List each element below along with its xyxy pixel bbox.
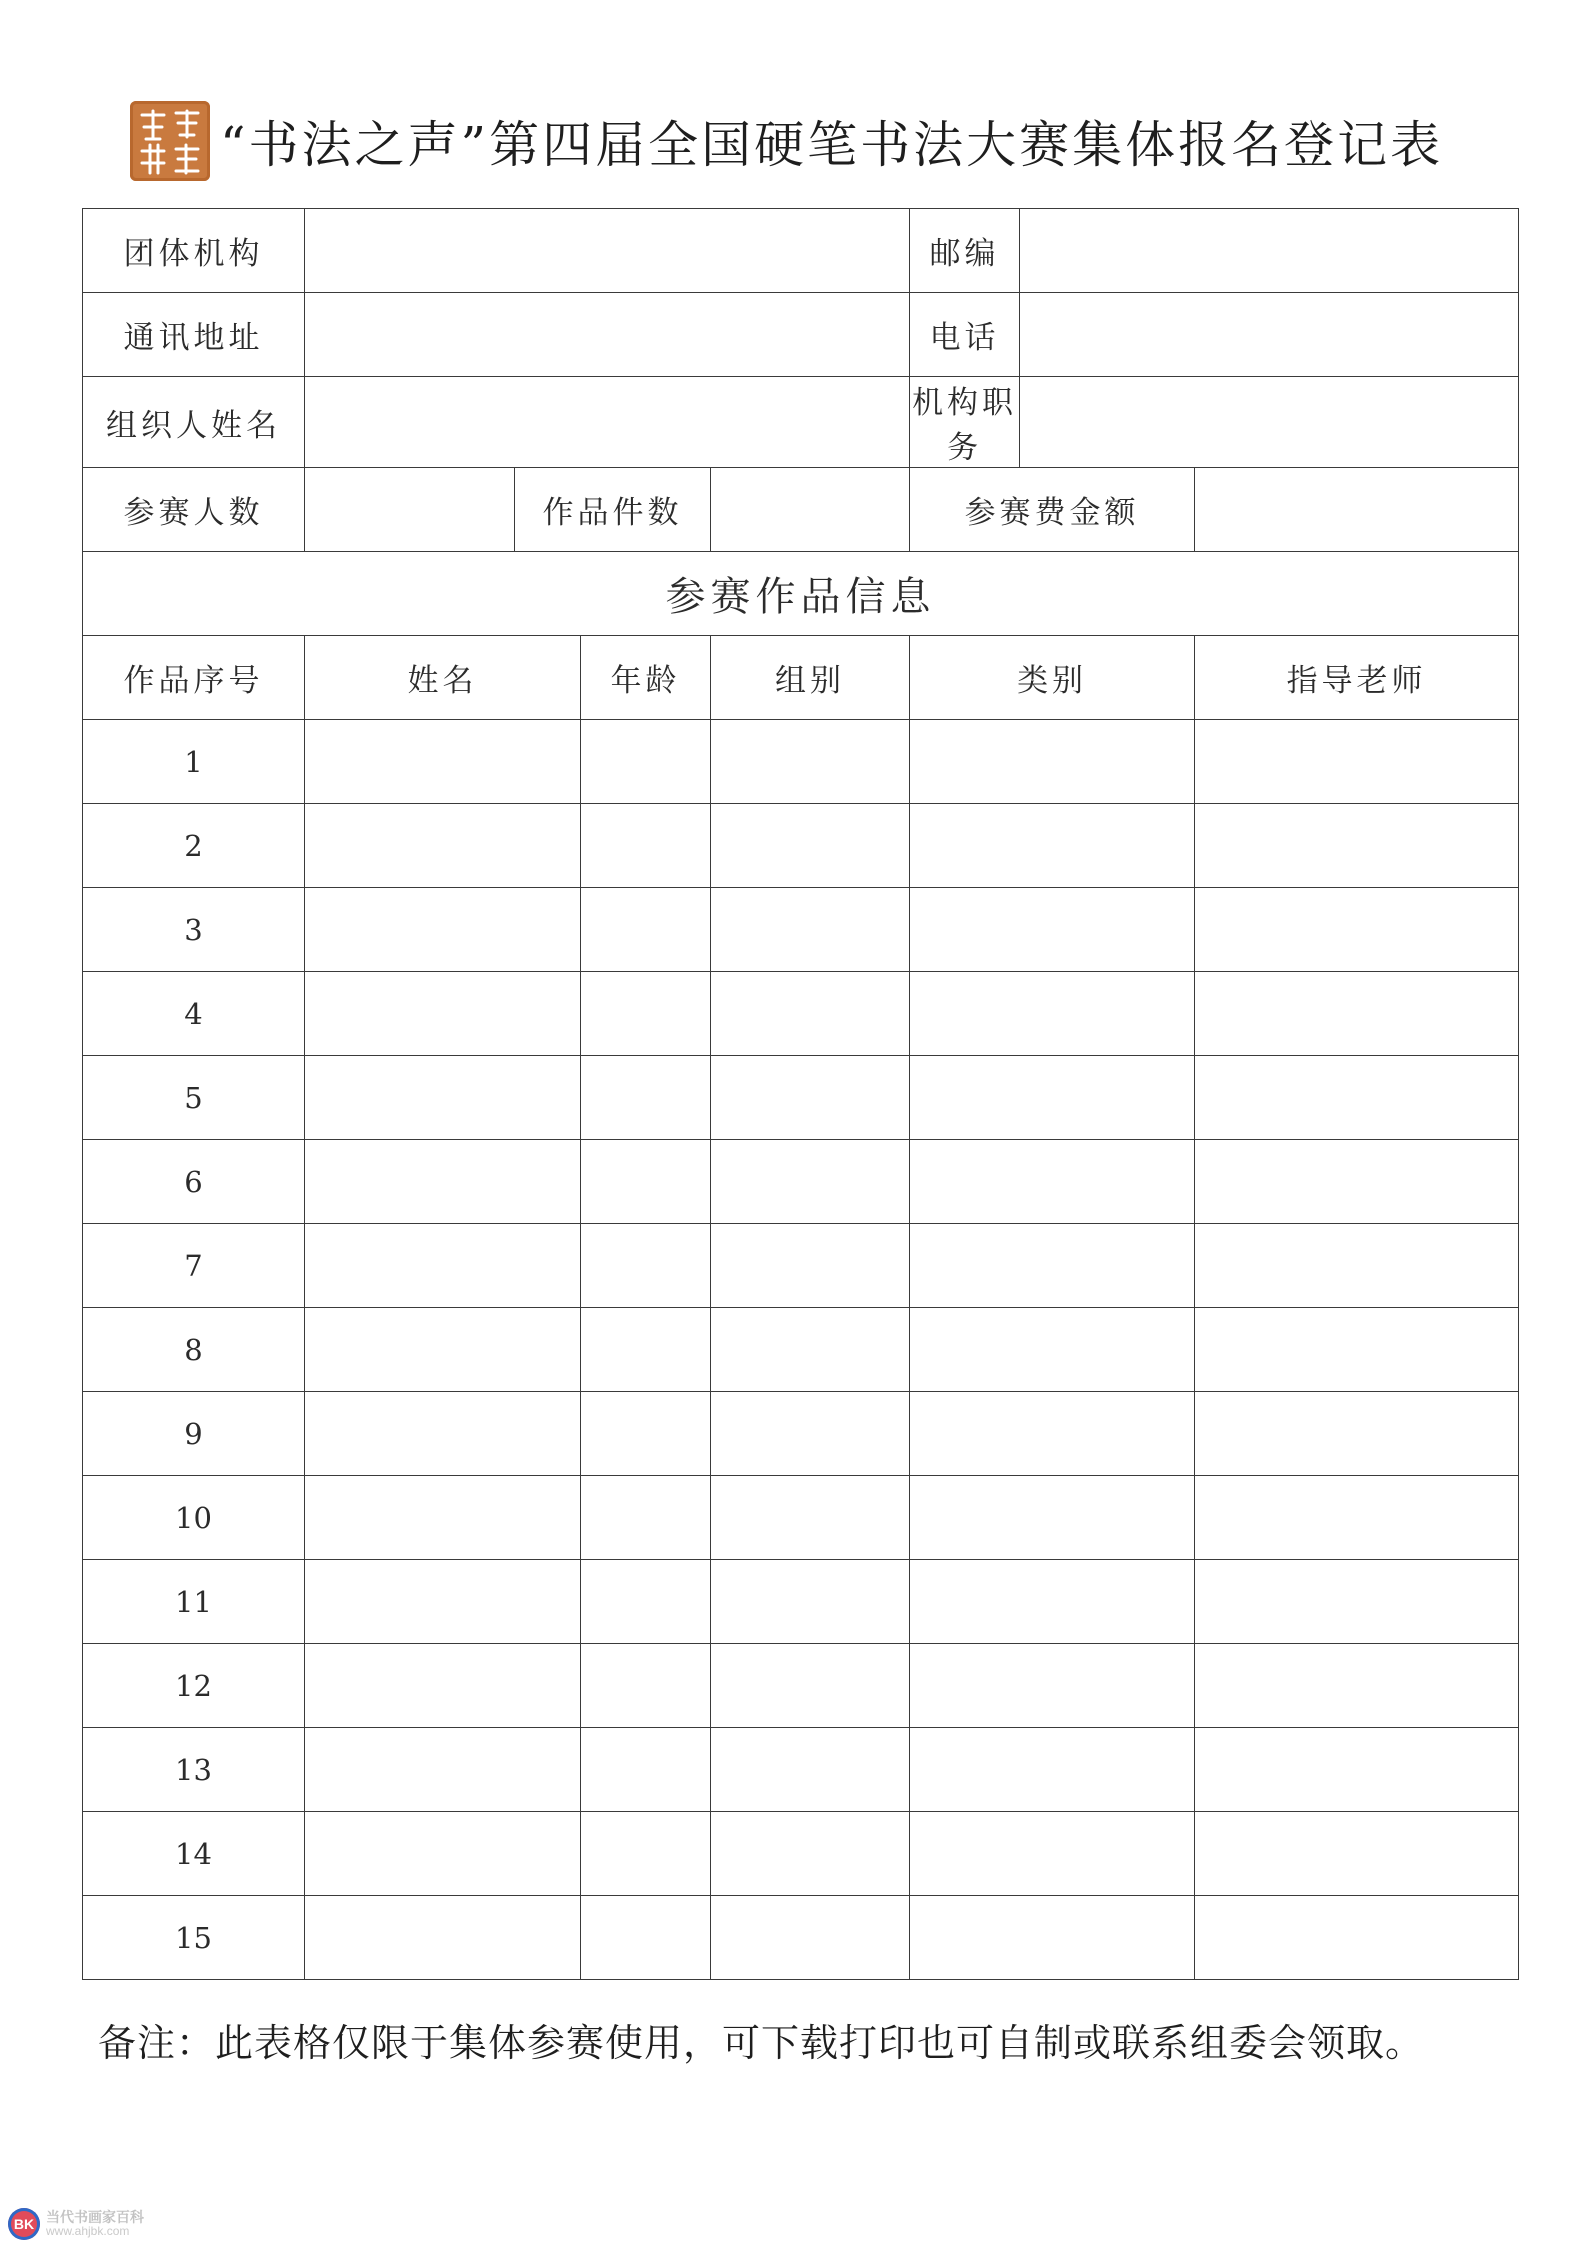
cell-category[interactable]	[910, 1476, 1195, 1560]
cell-name[interactable]	[305, 1644, 581, 1728]
input-position[interactable]	[1020, 377, 1519, 468]
cell-group[interactable]	[711, 972, 910, 1056]
cell-age[interactable]	[581, 1140, 711, 1224]
row-number: 3	[83, 888, 305, 972]
cell-category[interactable]	[910, 1812, 1195, 1896]
cell-group[interactable]	[711, 1224, 910, 1308]
cell-teacher[interactable]	[1195, 720, 1519, 804]
cell-name[interactable]	[305, 1728, 581, 1812]
registration-form	[82, 208, 1519, 1980]
info-row-organizer	[83, 377, 1519, 468]
cell-group[interactable]	[711, 1728, 910, 1812]
input-organizer-name[interactable]	[305, 377, 910, 468]
watermark-name: 当代书画家百科	[46, 2209, 144, 2225]
count-row	[83, 468, 1519, 552]
cell-teacher[interactable]	[1195, 1392, 1519, 1476]
column-header-teacher: 指导老师	[1195, 636, 1519, 720]
cell-age[interactable]	[581, 972, 711, 1056]
cell-category[interactable]	[910, 1644, 1195, 1728]
cell-name[interactable]	[305, 720, 581, 804]
row-number: 9	[83, 1392, 305, 1476]
cell-age[interactable]	[581, 1308, 711, 1392]
column-header-age: 年龄	[581, 636, 711, 720]
cell-name[interactable]	[305, 1140, 581, 1224]
table-row	[83, 1476, 1519, 1560]
table-row	[83, 888, 1519, 972]
cell-category[interactable]	[910, 1140, 1195, 1224]
cell-teacher[interactable]	[1195, 1728, 1519, 1812]
table-row	[83, 1224, 1519, 1308]
table-row	[83, 1896, 1519, 1980]
column-header-group: 组别	[711, 636, 910, 720]
cell-group[interactable]	[711, 1812, 910, 1896]
cell-name[interactable]	[305, 1308, 581, 1392]
cell-name[interactable]	[305, 1896, 581, 1980]
cell-age[interactable]	[581, 1056, 711, 1140]
cell-name[interactable]	[305, 1476, 581, 1560]
cell-group[interactable]	[711, 804, 910, 888]
cell-age[interactable]	[581, 888, 711, 972]
cell-group[interactable]	[711, 1392, 910, 1476]
cell-teacher[interactable]	[1195, 1812, 1519, 1896]
entry-rows	[83, 720, 1519, 1980]
cell-teacher[interactable]	[1195, 888, 1519, 972]
cell-teacher[interactable]	[1195, 972, 1519, 1056]
label-phone: 电话	[910, 293, 1020, 377]
cell-group[interactable]	[711, 1308, 910, 1392]
table-row	[83, 1728, 1519, 1812]
section-title: 参赛作品信息	[83, 552, 1519, 636]
table-row	[83, 1056, 1519, 1140]
row-number: 6	[83, 1140, 305, 1224]
cell-name[interactable]	[305, 1224, 581, 1308]
cell-category[interactable]	[910, 972, 1195, 1056]
watermark-url: www.ahjbk.com	[46, 2224, 130, 2238]
cell-age[interactable]	[581, 1392, 711, 1476]
cell-category[interactable]	[910, 1224, 1195, 1308]
cell-category[interactable]	[910, 1728, 1195, 1812]
header	[130, 96, 1443, 186]
cell-name[interactable]	[305, 888, 581, 972]
table-row	[83, 1392, 1519, 1476]
cell-category[interactable]	[910, 720, 1195, 804]
page-title: “书法之声”第四届全国硬笔书法大赛集体报名登记表	[220, 116, 1444, 174]
label-organizer-name: 组织人姓名	[83, 377, 305, 468]
cell-category[interactable]	[910, 1056, 1195, 1140]
cell-age[interactable]	[581, 804, 711, 888]
row-number: 15	[83, 1896, 305, 1980]
footnote: 备注：此表格仅限于集体参赛使用，可下载打印也可自制或联系组委会领取。	[98, 2021, 1425, 2065]
input-phone[interactable]	[1020, 293, 1519, 377]
column-header-row	[83, 636, 1519, 720]
row-number: 14	[83, 1812, 305, 1896]
table-row	[83, 972, 1519, 1056]
row-number: 7	[83, 1224, 305, 1308]
cell-teacher[interactable]	[1195, 1224, 1519, 1308]
watermark-logo	[8, 2208, 144, 2240]
watermark-badge-icon: BK	[8, 2208, 40, 2240]
cell-group[interactable]	[711, 1560, 910, 1644]
column-header-work-number: 作品序号	[83, 636, 305, 720]
cell-age[interactable]	[581, 1224, 711, 1308]
label-fee-amount: 参赛费金额	[910, 468, 1195, 552]
column-header-category: 类别	[910, 636, 1195, 720]
cell-category[interactable]	[910, 1896, 1195, 1980]
cell-name[interactable]	[305, 804, 581, 888]
table-row	[83, 1560, 1519, 1644]
cell-age[interactable]	[581, 720, 711, 804]
cell-age[interactable]	[581, 1644, 711, 1728]
label-participant-count: 参赛人数	[83, 468, 305, 552]
cell-group[interactable]	[711, 1644, 910, 1728]
row-number: 1	[83, 720, 305, 804]
cell-name[interactable]	[305, 1812, 581, 1896]
cell-age[interactable]	[581, 1560, 711, 1644]
input-postcode[interactable]	[1020, 209, 1519, 293]
cell-teacher[interactable]	[1195, 1896, 1519, 1980]
cell-teacher[interactable]	[1195, 1476, 1519, 1560]
input-fee-amount[interactable]	[1195, 468, 1519, 552]
cell-category[interactable]	[910, 804, 1195, 888]
section-title-row	[83, 552, 1519, 636]
table-row	[83, 1308, 1519, 1392]
cell-name[interactable]	[305, 972, 581, 1056]
label-address: 通讯地址	[83, 293, 305, 377]
column-header-name: 姓名	[305, 636, 581, 720]
row-number: 5	[83, 1056, 305, 1140]
cell-name[interactable]	[305, 1056, 581, 1140]
input-work-count[interactable]	[711, 468, 910, 552]
cell-group[interactable]	[711, 720, 910, 804]
cell-name[interactable]	[305, 1392, 581, 1476]
info-row-organization	[83, 209, 1519, 293]
cell-group[interactable]	[711, 1476, 910, 1560]
cell-teacher[interactable]	[1195, 1560, 1519, 1644]
cell-teacher[interactable]	[1195, 804, 1519, 888]
input-address[interactable]	[305, 293, 910, 377]
label-work-count: 作品件数	[515, 468, 711, 552]
table-row	[83, 720, 1519, 804]
cell-age[interactable]	[581, 1896, 711, 1980]
info-row-address	[83, 293, 1519, 377]
seal-logo-icon	[130, 101, 210, 181]
input-participant-count[interactable]	[305, 468, 515, 552]
table-row	[83, 804, 1519, 888]
row-number: 8	[83, 1308, 305, 1392]
table-row	[83, 1812, 1519, 1896]
row-number: 11	[83, 1560, 305, 1644]
row-number: 2	[83, 804, 305, 888]
cell-teacher[interactable]	[1195, 1308, 1519, 1392]
label-postcode: 邮编	[910, 209, 1020, 293]
cell-age[interactable]	[581, 1812, 711, 1896]
cell-age[interactable]	[581, 1476, 711, 1560]
cell-teacher[interactable]	[1195, 1056, 1519, 1140]
cell-name[interactable]	[305, 1560, 581, 1644]
row-number: 10	[83, 1476, 305, 1560]
cell-category[interactable]	[910, 1560, 1195, 1644]
label-organization: 团体机构	[83, 209, 305, 293]
cell-category[interactable]	[910, 1308, 1195, 1392]
row-number: 4	[83, 972, 305, 1056]
cell-category[interactable]	[910, 888, 1195, 972]
cell-teacher[interactable]	[1195, 1644, 1519, 1728]
table-row	[83, 1140, 1519, 1224]
cell-group[interactable]	[711, 888, 910, 972]
cell-teacher[interactable]	[1195, 1140, 1519, 1224]
cell-group[interactable]	[711, 1896, 910, 1980]
input-organization[interactable]	[305, 209, 910, 293]
row-number: 12	[83, 1644, 305, 1728]
cell-category[interactable]	[910, 1392, 1195, 1476]
cell-group[interactable]	[711, 1056, 910, 1140]
cell-group[interactable]	[711, 1140, 910, 1224]
label-position: 机构职务	[910, 377, 1020, 468]
cell-age[interactable]	[581, 1728, 711, 1812]
row-number: 13	[83, 1728, 305, 1812]
table-row	[83, 1644, 1519, 1728]
